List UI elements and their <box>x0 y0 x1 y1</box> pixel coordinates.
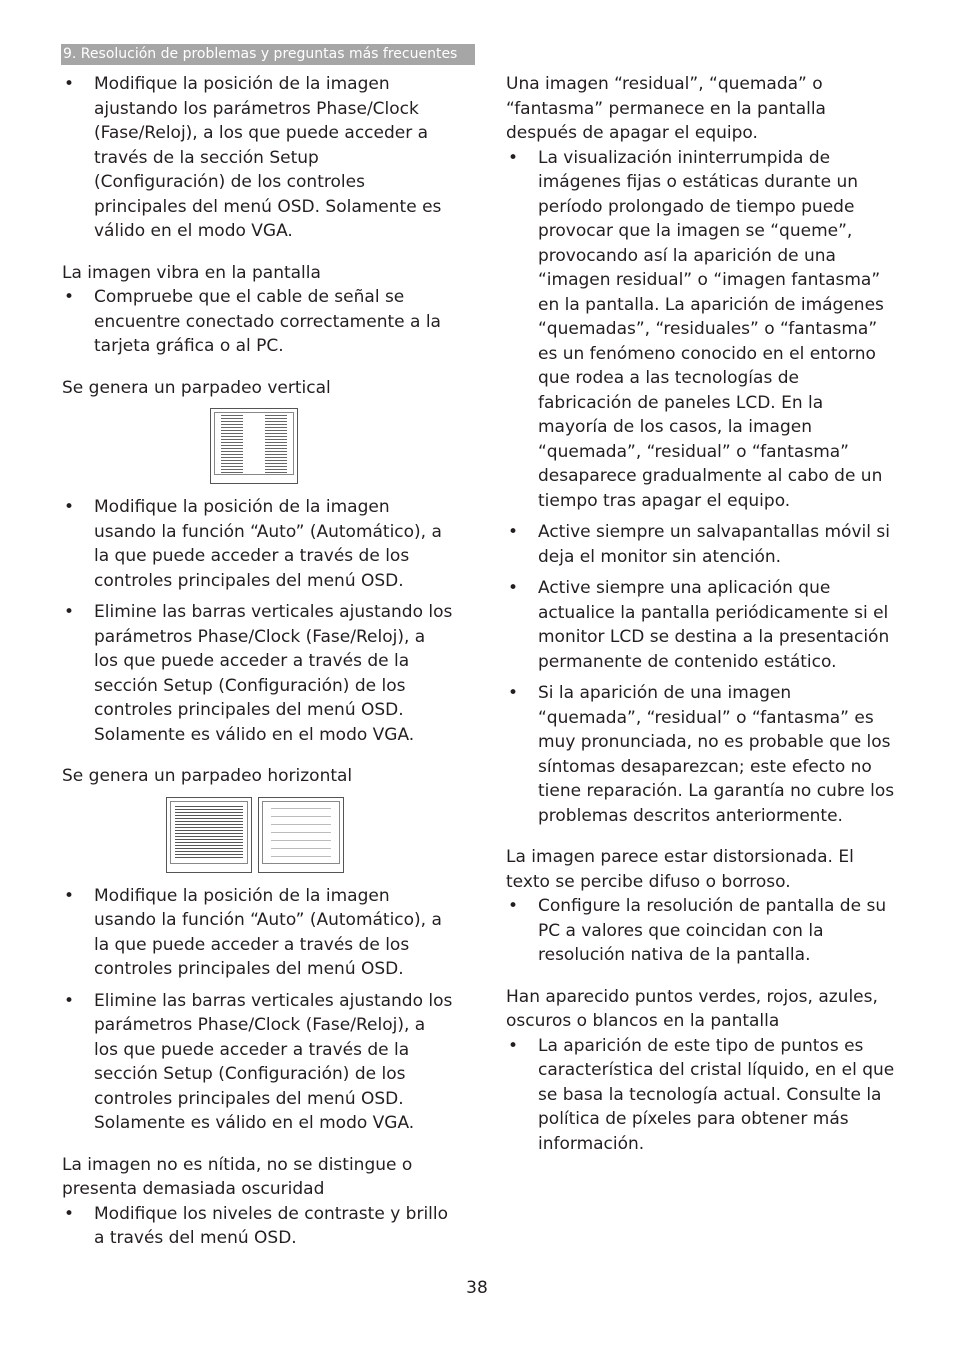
bullet-pixel-policy: • La aparición de este tipo de puntos es característica del cristal líquido, en el que se basa la tecnología actual. Consulte la política de píxeles para obtener más información. <box>506 1034 898 1157</box>
bullet-check-cable: • Compruebe que el cable de señal se encuentre conectado correctamente a la tarjeta gráfica o al PC. <box>62 285 454 359</box>
monitor-illustration-noisy <box>166 797 252 873</box>
bullet-auto-vertical: • Modifique la posición de la imagen usando la función “Auto” (Automático), a la que puede acceder a través de los controles principales del menú OSD. <box>62 495 454 593</box>
right-column <box>506 72 898 1156</box>
heading-image-not-sharp: La imagen no es nítida, no se distingue o presenta demasiada oscuridad <box>62 1154 413 1199</box>
bullet-burn-in-explanation: • La visualización ininterrumpida de imágenes fijas o estáticas durante un período prolongado de tiempo puede provocar que la imagen se “queme”, provocando así la aparición de una “imagen residual” o “imagen fantasma” en la pantalla. La aparición de imágenes “quemadas”, “residuales” o “fantasma” es un fenómeno conocido en el entorno que rodea a las tecnologías de fabricación de paneles LCD. En la mayoría de los casos, la imagen “quemada”, “residual” o “fantasma” desaparece gradualmente al cabo de un tiempo tras apagar el equipo. <box>506 146 898 514</box>
left-column <box>62 72 454 1251</box>
bullet-auto-horizontal: • Modifique la posición de la imagen usando la función “Auto” (Automático), a la que puede acceder a través de los controles principales del menú OSD. <box>62 884 454 982</box>
vertical-flicker-figure <box>62 404 454 488</box>
bullet-phase-clock-horizontal: • Elimine las barras verticales ajustando los parámetros Phase/Clock (Fase/Reloj), a los que puede acceder a través de la sección Setup (Configuración) de los controles principales del menú OSD. Solamente es válido en el modo VGA. <box>62 989 454 1136</box>
bullet-native-resolution: • Configure la resolución de pantalla de su PC a valores que coincidan con la resolución nativa de la pantalla. <box>506 894 898 968</box>
heading-horizontal-flicker: Se genera un parpadeo horizontal <box>62 766 353 786</box>
bullet-refresh-application: • Active siempre una aplicación que actualice la pantalla periódicamente si el monitor LCD se destina a la presentación permanente de contenido estático. <box>506 576 898 674</box>
section-header-tab: 9. Resolución de problemas y preguntas más frecuentes <box>61 44 475 65</box>
bullet-phase-clock-vertical: • Elimine las barras verticales ajustando los parámetros Phase/Clock (Fase/Reloj), a los que puede acceder a través de la sección Setup (Configuración) de los controles principales del menú OSD. Solamente es válido en el modo VGA. <box>62 600 454 747</box>
horizontal-flicker-figure <box>62 793 454 877</box>
heading-image-vibrates: La imagen vibra en la pantalla <box>62 262 321 283</box>
heading-image-distorted: La imagen parece estar distorsionada. El texto se percibe difuso o borroso. <box>506 847 854 892</box>
heading-vertical-flicker: Se genera un parpadeo vertical <box>62 377 331 398</box>
bullet-warranty: • Si la aparición de una imagen “quemada”, “residual” o “fantasma” es muy pronunciada, no es probable que los síntomas desaparezcan; este efecto no tiene reparación. La garantía no cubre los problemas descritos anteriormente. <box>506 681 898 828</box>
heading-image-burn-in: Una imagen “residual”, “quemada” o “fantasma” permanece en la pantalla después de apagar el equipo. <box>506 74 826 143</box>
page-number: 38 <box>466 1278 488 1298</box>
heading-colored-dots: Han aparecido puntos verdes, rojos, azules, oscuros o blancos en la pantalla <box>506 986 878 1031</box>
intro-bullet: • Modifique la posición de la imagen ajustando los parámetros Phase/Clock (Fase/Reloj), a los que puede acceder a través de la sección Setup (Configuración) de los controles principales del menú OSD. Solamente es válido en el modo VGA. <box>62 72 454 244</box>
monitor-illustration-clean <box>258 797 344 873</box>
bullet-screensaver: • Active siempre un salvapantallas móvil si deja el monitor sin atención. <box>506 520 898 569</box>
monitor-illustration <box>210 408 298 484</box>
bullet-contrast-brightness: • Modifique los niveles de contraste y brillo a través del menú OSD. <box>62 1202 454 1251</box>
